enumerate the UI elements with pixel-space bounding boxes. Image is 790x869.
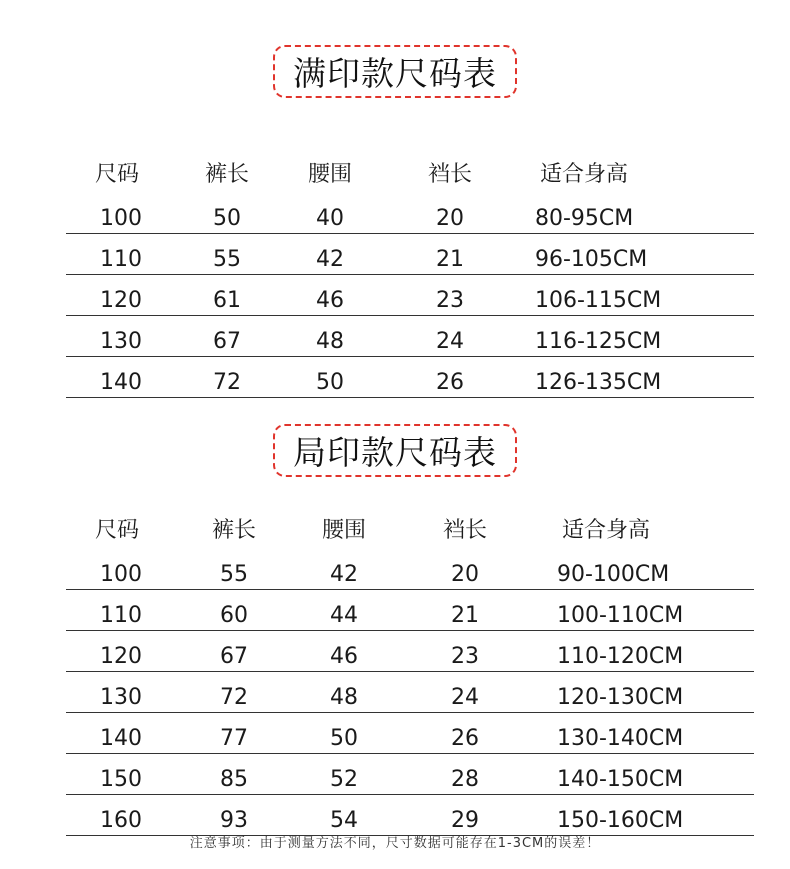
cell-size: 100 [100, 206, 142, 231]
cell-pants-length: 72 [213, 370, 241, 395]
cell-size: 120 [100, 288, 142, 313]
cell-pants-length: 85 [220, 767, 248, 792]
cell-crotch-length: 28 [451, 767, 479, 792]
cell-height: 106-115CM [535, 288, 662, 313]
cell-crotch-length: 26 [436, 370, 464, 395]
header-crotch-length: 裆长 [428, 162, 473, 187]
header-waist: 腰围 [308, 162, 353, 187]
table-header [0, 514, 790, 556]
header-pants-length: 裤长 [205, 162, 250, 187]
cell-pants-length: 61 [213, 288, 241, 313]
cell-crotch-length: 26 [451, 726, 479, 751]
cell-crotch-length: 23 [451, 644, 479, 669]
cell-crotch-length: 29 [451, 808, 479, 833]
cell-height: 140-150CM [557, 767, 684, 792]
cell-crotch-length: 23 [436, 288, 464, 313]
cell-waist: 48 [316, 329, 344, 354]
row-divider [66, 397, 754, 398]
table-row [0, 720, 790, 761]
cell-crotch-length: 24 [451, 685, 479, 710]
title-full-print-text: 满印款尺码表 [293, 54, 497, 93]
cell-height: 130-140CM [557, 726, 684, 751]
table-row [0, 364, 790, 405]
note-text: 注意事项：由于测量方法不同，尺寸数据可能存在1-3CM的误差！ [189, 836, 601, 851]
cell-pants-length: 77 [220, 726, 248, 751]
size-table-full-print [0, 158, 790, 405]
row-divider [66, 589, 754, 590]
header-size: 尺码 [95, 518, 140, 543]
cell-crotch-length: 21 [451, 603, 479, 628]
cell-crotch-length: 20 [451, 562, 479, 587]
row-divider [66, 356, 754, 357]
cell-size: 140 [100, 370, 142, 395]
cell-pants-length: 67 [220, 644, 248, 669]
cell-waist: 42 [316, 247, 344, 272]
row-divider [66, 712, 754, 713]
table-row [0, 638, 790, 679]
cell-waist: 50 [316, 370, 344, 395]
header-height: 适合身高 [562, 518, 651, 543]
cell-waist: 46 [316, 288, 344, 313]
cell-height: 116-125CM [535, 329, 662, 354]
cell-waist: 42 [330, 562, 358, 587]
cell-size: 130 [100, 685, 142, 710]
table-row [0, 679, 790, 720]
cell-crotch-length: 24 [436, 329, 464, 354]
cell-crotch-length: 20 [436, 206, 464, 231]
cell-size: 140 [100, 726, 142, 751]
header-size: 尺码 [95, 162, 140, 187]
header-waist: 腰围 [322, 518, 367, 543]
cell-height: 110-120CM [557, 644, 684, 669]
cell-pants-length: 93 [220, 808, 248, 833]
row-divider [66, 753, 754, 754]
cell-waist: 44 [330, 603, 358, 628]
cell-height: 90-100CM [557, 562, 670, 587]
cell-pants-length: 60 [220, 603, 248, 628]
table-row [0, 241, 790, 282]
cell-pants-length: 72 [220, 685, 248, 710]
cell-height: 80-95CM [535, 206, 634, 231]
cell-waist: 54 [330, 808, 358, 833]
cell-size: 150 [100, 767, 142, 792]
cell-size: 100 [100, 562, 142, 587]
title-partial-print-text: 局印款尺码表 [293, 433, 497, 472]
cell-pants-length: 55 [213, 247, 241, 272]
row-divider [66, 315, 754, 316]
cell-size: 110 [100, 603, 142, 628]
size-table-partial-print [0, 514, 790, 843]
cell-size: 130 [100, 329, 142, 354]
cell-size: 110 [100, 247, 142, 272]
table-row [0, 761, 790, 802]
cell-pants-length: 67 [213, 329, 241, 354]
table-row [0, 282, 790, 323]
title-full-print [273, 45, 517, 98]
cell-height: 96-105CM [535, 247, 648, 272]
cell-crotch-length: 21 [436, 247, 464, 272]
title-partial-print [273, 424, 517, 477]
cell-height: 100-110CM [557, 603, 684, 628]
row-divider [66, 630, 754, 631]
cell-waist: 46 [330, 644, 358, 669]
header-pants-length: 裤长 [212, 518, 257, 543]
cell-height: 120-130CM [557, 685, 684, 710]
cell-height: 126-135CM [535, 370, 662, 395]
cell-pants-length: 50 [213, 206, 241, 231]
cell-height: 150-160CM [557, 808, 684, 833]
table-row [0, 597, 790, 638]
row-divider [66, 233, 754, 234]
cell-size: 120 [100, 644, 142, 669]
table-row [0, 200, 790, 241]
table-row [0, 556, 790, 597]
cell-pants-length: 55 [220, 562, 248, 587]
cell-waist: 50 [330, 726, 358, 751]
cell-waist: 40 [316, 206, 344, 231]
header-height: 适合身高 [540, 162, 629, 187]
row-divider [66, 274, 754, 275]
header-crotch-length: 裆长 [443, 518, 488, 543]
row-divider [66, 671, 754, 672]
cell-size: 160 [100, 808, 142, 833]
cell-waist: 48 [330, 685, 358, 710]
table-row [0, 323, 790, 364]
cell-waist: 52 [330, 767, 358, 792]
table-header [0, 158, 790, 200]
row-divider [66, 794, 754, 795]
